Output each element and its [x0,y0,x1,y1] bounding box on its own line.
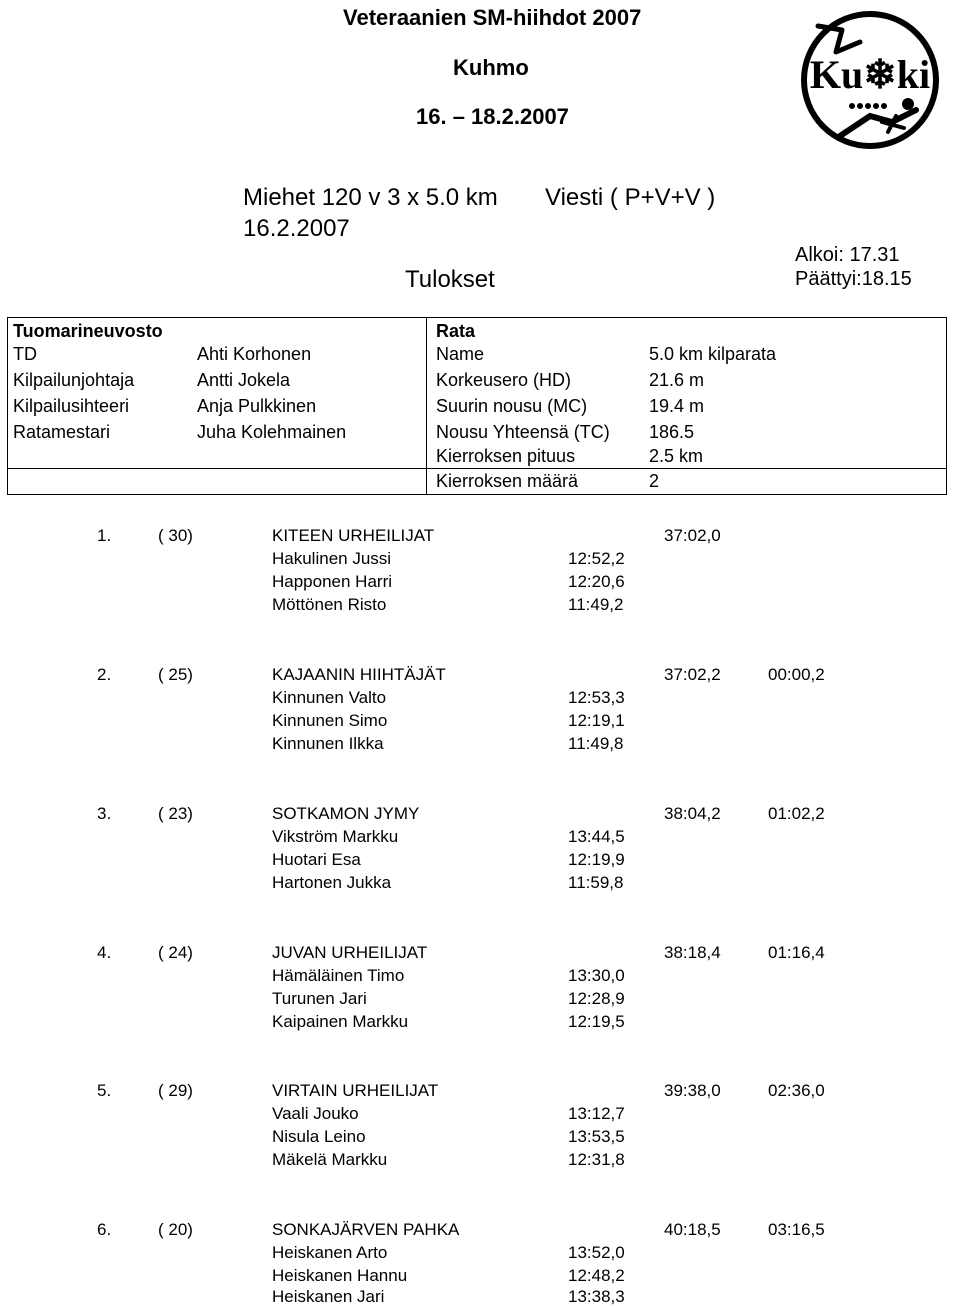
result-team: KITEEN URHEILIJAT [272,526,435,545]
leg-time: 13:12,7 [568,1104,625,1123]
leg-time: 11:49,2 [568,595,624,614]
leg-time: 11:49,8 [568,734,624,753]
result-rank: 6. [97,1220,112,1239]
result-time: 39:38,0 [664,1081,721,1100]
leg-time: 13:38,3 [568,1287,625,1306]
result-team: VIRTAIN URHEILIJAT [272,1081,439,1100]
results-label: Tulokset [405,266,495,293]
leg-time: 12:52,2 [568,549,625,568]
result-bib: ( 23) [158,804,193,823]
result-rank: 1. [97,526,112,545]
jury-name: Anja Pulkkinen [197,396,317,416]
leg-time: 12:19,5 [568,1012,625,1031]
result-time: 37:02,2 [664,665,721,684]
leg-name: Mäkelä Markku [272,1150,388,1169]
leg-time: 12:20,6 [568,572,625,591]
jury-role: Kilpailusihteeri [13,396,130,416]
event-dates: 16. – 18.2.2007 [416,104,569,129]
result-bib: ( 29) [158,1081,193,1100]
leg-name: Möttönen Risto [272,595,387,614]
course-value: 5.0 km kilparata [649,344,777,364]
result-rank: 4. [97,943,112,962]
course-value: 2.5 km [649,446,704,466]
race-title: Miehet 120 v 3 x 5.0 km [243,184,498,211]
result-time: 38:18,4 [664,943,721,962]
leg-time: 12:53,3 [568,688,625,707]
leg-name: Kaipainen Markku [272,1012,409,1031]
leg-time: 13:30,0 [568,966,625,985]
leg-name: Hämäläinen Timo [272,966,405,985]
leg-name: Heiskanen Hannu [272,1266,408,1285]
leg-name: Kinnunen Valto [272,688,387,707]
leg-name: Hakulinen Jussi [272,549,392,568]
svg-text:Ku❄ki: Ku❄ki [809,52,931,97]
result-diff: 03:16,5 [768,1220,825,1239]
race-type: Viesti ( P+V+V ) [545,184,716,211]
jury-role: Ratamestari [13,422,111,442]
result-team: JUVAN URHEILIJAT [272,943,428,962]
course-label: Nousu Yhteensä (TC) [436,422,610,442]
result-team: SOTKAMON JYMY [272,804,420,823]
course-label: Korkeusero (HD) [436,370,572,390]
course-heading: Rata [436,321,476,341]
leg-time: 13:53,5 [568,1127,625,1146]
leg-time: 13:44,5 [568,827,625,846]
result-bib: ( 25) [158,665,193,684]
start-time: Alkoi: 17.31 [795,244,900,266]
leg-name: Heiskanen Arto [272,1243,388,1262]
jury-name: Ahti Korhonen [197,344,312,364]
course-value: 186.5 [649,422,695,442]
jury-name: Juha Kolehmainen [197,422,347,442]
leg-time: 12:19,9 [568,850,625,869]
leg-time: 12:48,2 [568,1266,625,1285]
result-diff: 01:16,4 [768,943,825,962]
jury-name: Antti Jokela [197,370,291,390]
leg-time: 13:52,0 [568,1243,625,1262]
course-label: Name [436,344,485,364]
course-value: 21.6 m [649,370,705,390]
kuski-logo [796,4,944,156]
result-bib: ( 30) [158,526,193,545]
result-bib: ( 20) [158,1220,193,1239]
leg-name: Nisula Leino [272,1127,366,1146]
course-value: 2 [649,471,660,491]
table-divider-horizontal [8,468,946,469]
leg-name: Vaali Jouko [272,1104,359,1123]
jury-heading: Tuomarineuvosto [13,321,163,341]
result-time: 37:02,0 [664,526,721,545]
result-bib: ( 24) [158,943,193,962]
end-time: Päättyi:18.15 [795,268,912,290]
jury-role: TD [13,344,37,364]
result-diff: 02:36,0 [768,1081,825,1100]
leg-time: 12:19,1 [568,711,625,730]
result-rank: 2. [97,665,112,684]
leg-time: 11:59,8 [568,873,624,892]
leg-name: Heiskanen Jari [272,1287,385,1306]
event-title: Veteraanien SM-hiihdot 2007 [343,5,642,30]
race-date: 16.2.2007 [243,215,350,242]
leg-name: Turunen Jari [272,989,367,1008]
leg-name: Huotari Esa [272,850,361,869]
leg-name: Kinnunen Simo [272,711,388,730]
result-diff: 01:02,2 [768,804,825,823]
result-diff: 00:00,2 [768,665,825,684]
info-table [7,317,947,495]
result-team: SONKAJÄRVEN PAHKA [272,1220,460,1239]
result-team: KAJAANIN HIIHTÄJÄT [272,665,446,684]
course-label: Kierroksen määrä [436,471,579,491]
leg-time: 12:31,8 [568,1150,625,1169]
leg-name: Vikström Markku [272,827,399,846]
result-rank: 5. [97,1081,112,1100]
course-label: Suurin nousu (MC) [436,396,588,416]
leg-time: 12:28,9 [568,989,625,1008]
result-rank: 3. [97,804,112,823]
leg-name: Kinnunen Ilkka [272,734,384,753]
course-value: 19.4 m [649,396,705,416]
event-place: Kuhmo [453,55,529,80]
jury-role: Kilpailunjohtaja [13,370,135,390]
course-label: Kierroksen pituus [436,446,576,466]
result-time: 40:18,5 [664,1220,721,1239]
result-time: 38:04,2 [664,804,721,823]
leg-name: Hartonen Jukka [272,873,392,892]
leg-name: Happonen Harri [272,572,393,591]
